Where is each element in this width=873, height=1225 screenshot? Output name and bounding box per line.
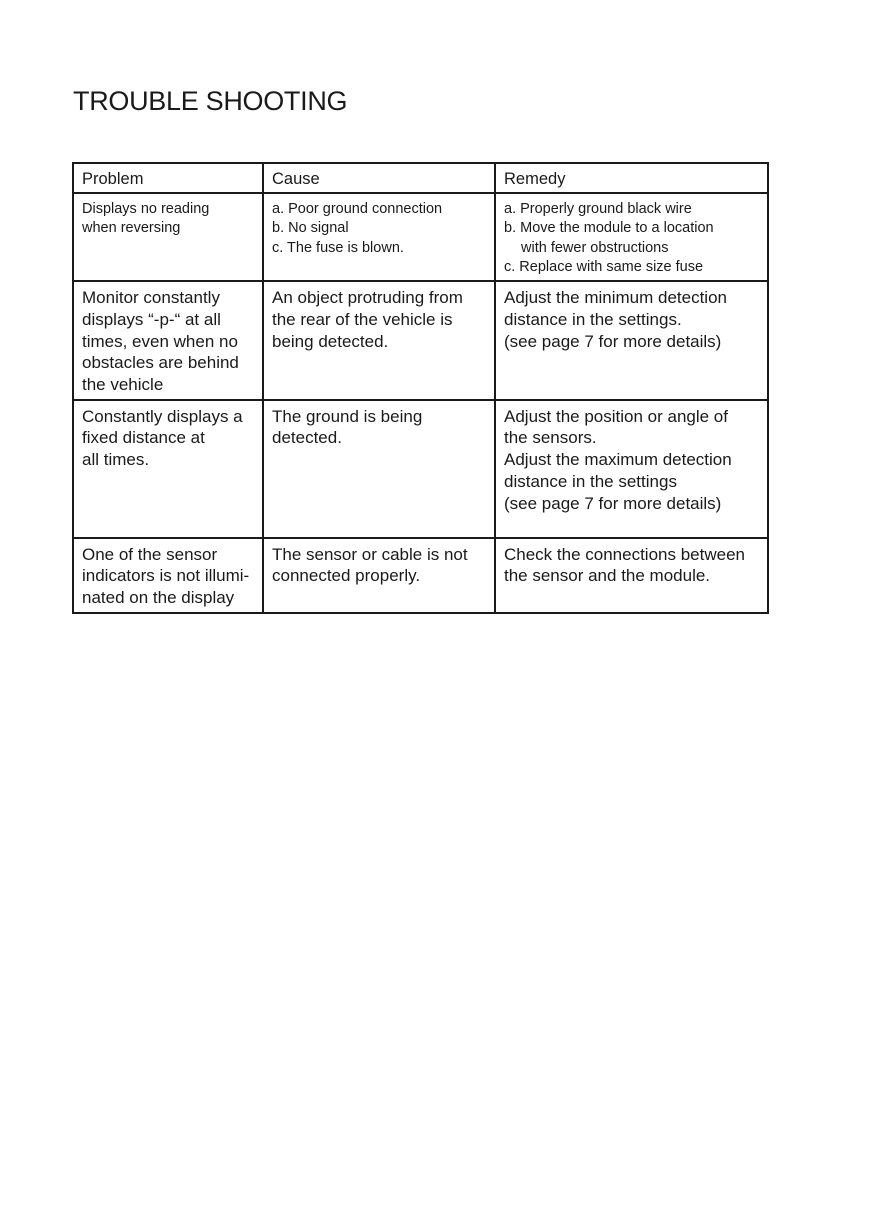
remedy-line: (see page 7 for more details): [504, 493, 722, 513]
table-row: [73, 281, 768, 400]
cause-cell: [263, 400, 495, 538]
remedy-line: distance in the settings.: [504, 309, 682, 329]
remedy-line: Adjust the minimum detection: [504, 288, 727, 308]
cause-line: The sensor or cable is not: [272, 544, 468, 564]
remedy-cell: [495, 538, 768, 613]
problem-line: nated on the display: [82, 588, 235, 608]
problem-cell: [73, 281, 263, 400]
problem-line: indicators is not illumi-: [82, 566, 250, 586]
remedy-line: the sensor and the module.: [504, 566, 711, 586]
problem-line: One of the sensor: [82, 544, 218, 564]
cause-line: The ground is being: [272, 406, 423, 426]
problem-cell: [73, 538, 263, 613]
table-row: [73, 538, 768, 613]
problem-cell: [73, 400, 263, 538]
remedy-line: Adjust the maximum detection: [504, 450, 732, 470]
problem-line: the vehicle: [82, 375, 164, 394]
problem-cell: [73, 193, 263, 281]
header-remedy: Remedy: [495, 163, 768, 193]
cause-line: being detected.: [272, 331, 389, 351]
troubleshooting-table: [72, 162, 769, 614]
cause-line: b. No signal: [272, 220, 349, 237]
page-title: TROUBLE SHOOTING: [73, 86, 348, 116]
remedy-line: b. Move the module to a location: [504, 220, 714, 237]
remedy-line: (see page 7 for more details): [504, 331, 722, 351]
cause-cell: [263, 281, 495, 400]
remedy-cell: [495, 281, 768, 400]
cause-cell: [263, 538, 495, 613]
cause-line: the rear of the vehicle is: [272, 309, 453, 329]
problem-line: times, even when no: [82, 331, 238, 351]
problem-line: obstacles are behind: [82, 353, 239, 373]
remedy-cell: [495, 400, 768, 538]
problem-line: fixed distance at: [82, 428, 205, 448]
cause-line: c. The fuse is blown.: [272, 239, 404, 256]
problem-line: all times.: [82, 450, 150, 470]
table-header-row: [73, 163, 768, 193]
table-row: [73, 400, 768, 538]
remedy-line: with fewer obstructions: [521, 239, 669, 256]
problem-line: displays “-p-“ at all: [82, 309, 221, 329]
cause-line: detected.: [272, 428, 342, 448]
header-problem: Problem: [73, 163, 263, 193]
cause-line: connected properly.: [272, 566, 421, 586]
header-cause: Cause: [263, 163, 495, 193]
table-row: [73, 193, 768, 281]
problem-line: when reversing: [82, 220, 181, 237]
remedy-line: distance in the settings: [504, 471, 677, 491]
problem-line: Displays no reading: [82, 201, 210, 217]
remedy-cell: [495, 193, 768, 281]
cause-line: a. Poor ground connection: [272, 201, 443, 217]
cause-cell: [263, 193, 495, 281]
cause-line: An object protruding from: [272, 288, 463, 308]
remedy-line: c. Replace with same size fuse: [504, 258, 704, 275]
remedy-line: the sensors.: [504, 428, 597, 448]
remedy-line: Check the connections between: [504, 544, 745, 564]
problem-line: Constantly displays a: [82, 406, 243, 426]
remedy-line: a. Properly ground black wire: [504, 201, 692, 217]
problem-line: Monitor constantly: [82, 288, 220, 308]
remedy-line: Adjust the position or angle of: [504, 406, 728, 426]
